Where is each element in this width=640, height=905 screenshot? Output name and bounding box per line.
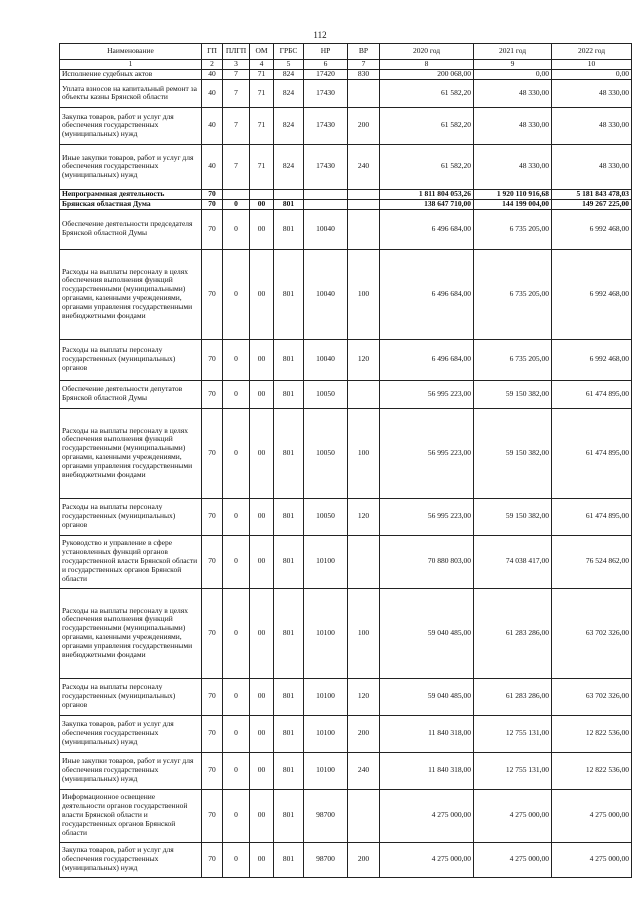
cell-om: 00 (250, 678, 274, 715)
col-header-name: Наименование (60, 44, 202, 60)
cell-plgp: 0 (223, 588, 250, 678)
col-header-grbs: ГРБС (274, 44, 304, 60)
cell-2020: 1 811 804 053,26 (380, 189, 474, 199)
cell-2022: 61 474 895,00 (552, 380, 632, 408)
cell-grbs: 801 (274, 339, 304, 380)
cell-nr: 10040 (304, 339, 348, 380)
cell-2020: 6 496 684,00 (380, 339, 474, 380)
cell-plgp (223, 189, 250, 199)
cell-2022: 149 267 225,00 (552, 199, 632, 209)
cell-nr: 10100 (304, 678, 348, 715)
cell-gp: 70 (202, 189, 223, 199)
cell-gp: 70 (202, 752, 223, 789)
col-header-2020: 2020 год (380, 44, 474, 60)
col-number: 8 (380, 60, 474, 70)
cell-vr: 200 (348, 715, 380, 752)
cell-vr: 100 (348, 588, 380, 678)
cell-2020: 59 040 485,00 (380, 678, 474, 715)
table-row (60, 789, 632, 842)
cell-2020: 11 840 318,00 (380, 752, 474, 789)
cell-om: 00 (250, 715, 274, 752)
row-name: Иные закупки товаров, работ и услуг для обеспечения государственных (муниципальных) нужд (60, 752, 202, 789)
row-name: Расходы на выплаты персоналу государственных (муниципальных) органов (60, 498, 202, 535)
cell-grbs: 801 (274, 715, 304, 752)
cell-gp: 70 (202, 535, 223, 588)
col-number: 7 (348, 60, 380, 70)
cell-vr: 120 (348, 678, 380, 715)
cell-2021: 6 735 205,00 (474, 209, 552, 249)
cell-2021: 74 038 417,00 (474, 535, 552, 588)
row-name: Исполнение судебных актов (60, 70, 202, 80)
row-name: Обеспечение деятельности депутатов Брянской областной Думы (60, 380, 202, 408)
col-header-gp: ГП (202, 44, 223, 60)
cell-plgp: 0 (223, 498, 250, 535)
cell-nr: 10040 (304, 249, 348, 339)
cell-nr: 10100 (304, 535, 348, 588)
cell-2020: 59 040 485,00 (380, 588, 474, 678)
cell-plgp: 0 (223, 752, 250, 789)
table-row (60, 70, 632, 80)
table-row (60, 842, 632, 877)
cell-om: 71 (250, 144, 274, 189)
cell-grbs: 801 (274, 789, 304, 842)
cell-om: 71 (250, 107, 274, 144)
cell-gp: 40 (202, 79, 223, 107)
col-number: 5 (274, 60, 304, 70)
cell-2020: 56 995 223,00 (380, 408, 474, 498)
cell-vr: 200 (348, 842, 380, 877)
cell-grbs: 801 (274, 408, 304, 498)
cell-2020: 61 582,20 (380, 107, 474, 144)
col-number: 1 (60, 60, 202, 70)
cell-2021: 59 150 382,00 (474, 380, 552, 408)
row-name: Непрограммная деятельность (60, 189, 202, 199)
cell-2021: 48 330,00 (474, 144, 552, 189)
cell-vr (348, 789, 380, 842)
row-name: Брянская областная Дума (60, 199, 202, 209)
cell-gp: 70 (202, 408, 223, 498)
table-row (60, 209, 632, 249)
cell-2021: 48 330,00 (474, 79, 552, 107)
row-name: Расходы на выплаты персоналу в целях обеспечения выполнения функций государственными (муниципальными) органами, казенными учреждениями, органами управления государственными внебюджетными фондами (60, 249, 202, 339)
cell-plgp: 7 (223, 107, 250, 144)
col-number: 9 (474, 60, 552, 70)
cell-vr (348, 209, 380, 249)
cell-om: 00 (250, 498, 274, 535)
cell-gp: 70 (202, 678, 223, 715)
table-row (60, 199, 632, 209)
cell-grbs: 801 (274, 535, 304, 588)
cell-2021: 48 330,00 (474, 107, 552, 144)
cell-vr (348, 79, 380, 107)
cell-2021: 12 755 131,00 (474, 715, 552, 752)
cell-2021: 59 150 382,00 (474, 408, 552, 498)
cell-vr: 120 (348, 339, 380, 380)
cell-2020: 4 275 000,00 (380, 789, 474, 842)
row-name: Расходы на выплаты персоналу в целях обеспечения выполнения функций государственными (муниципальными) органами, казенными учреждениями, органами управления государственными внебюджетными фондами (60, 408, 202, 498)
cell-om: 00 (250, 752, 274, 789)
table-row (60, 535, 632, 588)
cell-nr: 10040 (304, 209, 348, 249)
row-name: Расходы на выплаты персоналу государственных (муниципальных) органов (60, 339, 202, 380)
cell-grbs: 824 (274, 107, 304, 144)
cell-nr: 17430 (304, 107, 348, 144)
cell-nr: 10100 (304, 588, 348, 678)
budget-table (59, 43, 632, 878)
cell-2022: 48 330,00 (552, 79, 632, 107)
cell-2021: 61 283 286,00 (474, 588, 552, 678)
cell-2021: 4 275 000,00 (474, 842, 552, 877)
cell-2021: 61 283 286,00 (474, 678, 552, 715)
cell-2022: 48 330,00 (552, 144, 632, 189)
cell-gp: 70 (202, 249, 223, 339)
cell-2020: 56 995 223,00 (380, 380, 474, 408)
cell-2021: 59 150 382,00 (474, 498, 552, 535)
cell-2022: 76 524 862,00 (552, 535, 632, 588)
cell-gp: 70 (202, 588, 223, 678)
cell-plgp: 0 (223, 535, 250, 588)
cell-plgp: 0 (223, 339, 250, 380)
cell-gp: 70 (202, 715, 223, 752)
cell-2020: 61 582,20 (380, 79, 474, 107)
cell-grbs (274, 189, 304, 199)
cell-2022: 12 822 536,00 (552, 752, 632, 789)
column-number-row (60, 60, 632, 70)
row-name: Закупка товаров, работ и услуг для обеспечения государственных (муниципальных) нужд (60, 842, 202, 877)
col-header-2022: 2022 год (552, 44, 632, 60)
cell-2020: 56 995 223,00 (380, 498, 474, 535)
row-name: Иные закупки товаров, работ и услуг для обеспечения государственных (муниципальных) нужд (60, 144, 202, 189)
cell-grbs: 801 (274, 498, 304, 535)
cell-vr: 120 (348, 498, 380, 535)
col-number: 6 (304, 60, 348, 70)
cell-vr: 240 (348, 144, 380, 189)
cell-vr: 830 (348, 70, 380, 80)
cell-gp: 40 (202, 70, 223, 80)
col-header-2021: 2021 год (474, 44, 552, 60)
cell-om: 00 (250, 249, 274, 339)
cell-om: 71 (250, 79, 274, 107)
cell-2022: 4 275 000,00 (552, 789, 632, 842)
cell-2022: 63 702 326,00 (552, 678, 632, 715)
cell-om: 00 (250, 588, 274, 678)
cell-2020: 61 582,20 (380, 144, 474, 189)
cell-2020: 4 275 000,00 (380, 842, 474, 877)
table-row (60, 588, 632, 678)
cell-2022: 5 181 843 478,03 (552, 189, 632, 199)
cell-2022: 6 992 468,00 (552, 249, 632, 339)
cell-vr (348, 535, 380, 588)
cell-2022: 63 702 326,00 (552, 588, 632, 678)
cell-om: 00 (250, 209, 274, 249)
cell-gp: 70 (202, 380, 223, 408)
cell-plgp: 7 (223, 144, 250, 189)
cell-gp: 70 (202, 209, 223, 249)
cell-grbs: 824 (274, 144, 304, 189)
table-row (60, 249, 632, 339)
col-header-nr: НР (304, 44, 348, 60)
table-row (60, 144, 632, 189)
cell-om: 00 (250, 789, 274, 842)
cell-2021: 6 735 205,00 (474, 249, 552, 339)
cell-nr: 98700 (304, 842, 348, 877)
cell-gp: 70 (202, 498, 223, 535)
row-name: Обеспечение деятельности председателя Брянской областной Думы (60, 209, 202, 249)
cell-grbs: 824 (274, 70, 304, 80)
cell-2022: 4 275 000,00 (552, 842, 632, 877)
col-number: 10 (552, 60, 632, 70)
header-row (60, 44, 632, 60)
cell-om (250, 189, 274, 199)
cell-plgp: 0 (223, 715, 250, 752)
cell-nr: 10100 (304, 715, 348, 752)
cell-gp: 70 (202, 842, 223, 877)
cell-2021: 1 920 110 916,68 (474, 189, 552, 199)
cell-2022: 6 992 468,00 (552, 209, 632, 249)
cell-om: 00 (250, 535, 274, 588)
cell-2022: 61 474 895,00 (552, 498, 632, 535)
cell-grbs: 801 (274, 249, 304, 339)
table-row (60, 189, 632, 199)
row-name: Закупка товаров, работ и услуг для обеспечения государственных (муниципальных) нужд (60, 107, 202, 144)
cell-2020: 70 880 803,00 (380, 535, 474, 588)
cell-vr: 200 (348, 107, 380, 144)
cell-vr (348, 380, 380, 408)
cell-plgp: 0 (223, 789, 250, 842)
cell-nr: 17430 (304, 79, 348, 107)
cell-gp: 70 (202, 789, 223, 842)
cell-vr: 240 (348, 752, 380, 789)
cell-vr: 100 (348, 408, 380, 498)
cell-grbs: 801 (274, 199, 304, 209)
col-number: 2 (202, 60, 223, 70)
cell-2021: 12 755 131,00 (474, 752, 552, 789)
cell-grbs: 801 (274, 380, 304, 408)
cell-nr: 17420 (304, 70, 348, 80)
col-header-plgp: ПЛГП (223, 44, 250, 60)
cell-grbs: 824 (274, 79, 304, 107)
row-name: Расходы на выплаты персоналу государственных (муниципальных) органов (60, 678, 202, 715)
cell-nr: 98700 (304, 789, 348, 842)
cell-vr (348, 189, 380, 199)
row-name: Информационное освещение деятельности органов государственной власти Брянской области и государственных органов Брянской области (60, 789, 202, 842)
cell-plgp: 7 (223, 79, 250, 107)
cell-plgp: 0 (223, 678, 250, 715)
cell-om: 00 (250, 199, 274, 209)
cell-2021: 144 199 004,00 (474, 199, 552, 209)
cell-plgp: 0 (223, 199, 250, 209)
cell-2022: 48 330,00 (552, 107, 632, 144)
cell-plgp: 0 (223, 249, 250, 339)
cell-om: 00 (250, 339, 274, 380)
col-number: 3 (223, 60, 250, 70)
cell-om: 71 (250, 70, 274, 80)
cell-2020: 6 496 684,00 (380, 209, 474, 249)
cell-nr: 10050 (304, 408, 348, 498)
row-name: Руководство и управление в сфере установленных функций органов государственной власти Брянской области и государственных органов Брянской области (60, 535, 202, 588)
cell-2022: 0,00 (552, 70, 632, 80)
cell-2020: 138 647 710,00 (380, 199, 474, 209)
cell-grbs: 801 (274, 752, 304, 789)
cell-2020: 6 496 684,00 (380, 249, 474, 339)
cell-gp: 70 (202, 339, 223, 380)
table-row (60, 339, 632, 380)
table-row (60, 380, 632, 408)
row-name: Закупка товаров, работ и услуг для обеспечения государственных (муниципальных) нужд (60, 715, 202, 752)
table-row (60, 752, 632, 789)
cell-grbs: 801 (274, 209, 304, 249)
cell-gp: 40 (202, 107, 223, 144)
cell-vr: 100 (348, 249, 380, 339)
cell-om: 00 (250, 408, 274, 498)
cell-nr (304, 189, 348, 199)
cell-grbs: 801 (274, 678, 304, 715)
cell-nr (304, 199, 348, 209)
cell-2020: 11 840 318,00 (380, 715, 474, 752)
page-number: 112 (313, 30, 327, 40)
cell-nr: 10050 (304, 498, 348, 535)
table-row (60, 715, 632, 752)
cell-2022: 61 474 895,00 (552, 408, 632, 498)
cell-2021: 4 275 000,00 (474, 789, 552, 842)
cell-nr: 10100 (304, 752, 348, 789)
cell-plgp: 0 (223, 380, 250, 408)
table-row (60, 107, 632, 144)
cell-grbs: 801 (274, 588, 304, 678)
col-header-vr: ВР (348, 44, 380, 60)
cell-2022: 6 992 468,00 (552, 339, 632, 380)
cell-plgp: 0 (223, 842, 250, 877)
table-row (60, 678, 632, 715)
cell-2021: 0,00 (474, 70, 552, 80)
cell-2021: 6 735 205,00 (474, 339, 552, 380)
cell-plgp: 7 (223, 70, 250, 80)
cell-2020: 200 068,00 (380, 70, 474, 80)
col-header-om: ОМ (250, 44, 274, 60)
cell-gp: 70 (202, 199, 223, 209)
table-row (60, 408, 632, 498)
cell-grbs: 801 (274, 842, 304, 877)
row-name: Расходы на выплаты персоналу в целях обеспечения выполнения функций государственными (муниципальными) органами, казенными учреждениями, органами управления государственными внебюджетными фондами (60, 588, 202, 678)
cell-plgp: 0 (223, 408, 250, 498)
cell-om: 00 (250, 380, 274, 408)
cell-nr: 10050 (304, 380, 348, 408)
table-row (60, 498, 632, 535)
col-number: 4 (250, 60, 274, 70)
table-row (60, 79, 632, 107)
cell-om: 00 (250, 842, 274, 877)
cell-gp: 40 (202, 144, 223, 189)
row-name: Уплата взносов на капитальный ремонт за объекты казны Брянской области (60, 79, 202, 107)
cell-plgp: 0 (223, 209, 250, 249)
cell-vr (348, 199, 380, 209)
cell-nr: 17430 (304, 144, 348, 189)
cell-2022: 12 822 536,00 (552, 715, 632, 752)
